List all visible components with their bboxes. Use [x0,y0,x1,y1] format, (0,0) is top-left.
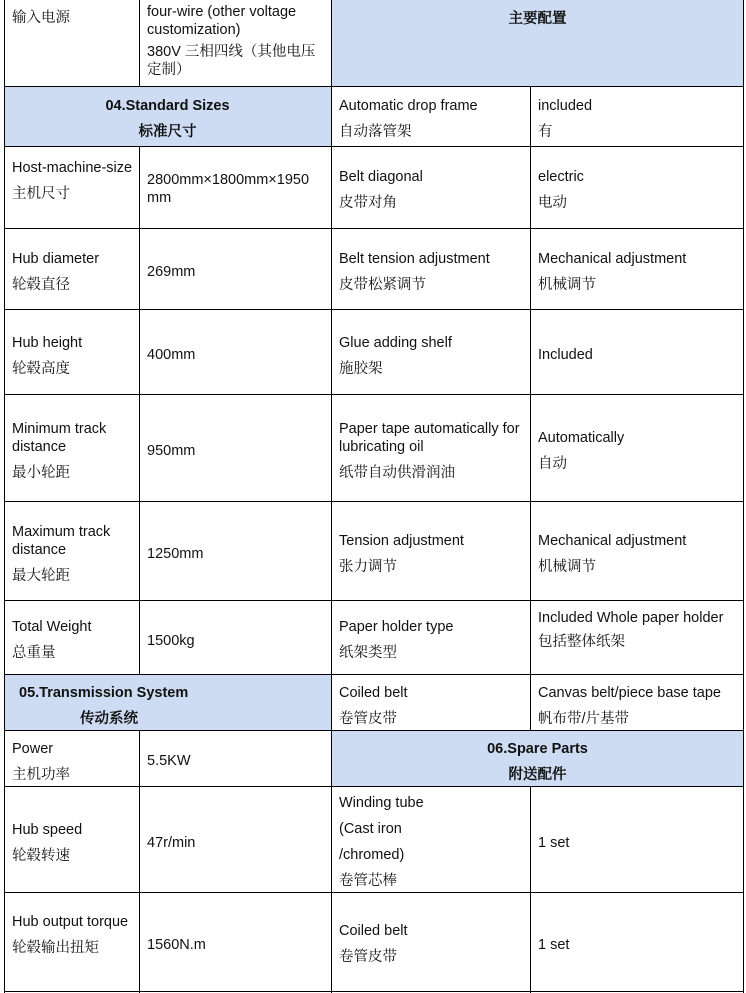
config-value-belt-tension [530,228,744,309]
spec-value: 400mm [147,347,196,363]
spec-label-zh: 主机功率 [12,767,70,783]
spec-value: 1250mm [147,546,204,562]
spec-label-hub-speed [4,786,139,892]
config-label-en: Coiled belt [339,685,408,701]
config-label-drop-frame [331,86,530,146]
spec-value: 47r/min [147,835,196,851]
config-value-en: electric [538,169,584,185]
spec-label-en: Hub height [12,335,83,351]
config-value-paper-holder [530,600,744,674]
spec-label-zh: 轮毂转速 [12,848,70,864]
spec-label-en: Minimum track distance [12,421,107,455]
spare-label-zh: 卷管芯棒 [339,873,397,889]
config-label-glue-shelf [331,309,530,394]
spec-label-en: Hub output torque [12,914,129,930]
config-value-en: Automatically [538,430,625,446]
spec-label-host-size [4,146,139,228]
config-label-paper-holder [331,600,530,674]
config-label-en: Glue adding shelf [339,335,452,351]
spare-value-coiled-belt [530,892,744,991]
config-label-en: Paper holder type [339,619,454,635]
standard-sizes-title-en: 04.Standard Sizes [105,98,230,114]
input-power-value-en: four-wire (other voltage customization) [147,4,297,38]
config-label-belt-diagonal [331,146,530,228]
spec-label-en: Power [12,741,54,757]
spec-label-zh: 轮毂输出扭矩 [12,940,99,956]
spec-label-power [4,730,139,786]
spec-label-en: Host-machine-size [12,160,133,176]
spec-value: 1560N.m [147,937,206,953]
config-label-zh: 皮带对角 [339,195,397,211]
spec-value: 950mm [147,443,196,459]
config-value-tension [530,501,744,600]
config-label-zh: 皮带松紧调节 [339,277,426,293]
transmission-header [4,674,331,730]
config-label-en: Automatic drop frame [339,98,478,114]
config-label-en: Tension adjustment [339,533,464,549]
config-value-coiled-belt [530,674,744,730]
config-label-zh: 自动落管架 [339,124,412,140]
spec-value: 1500kg [147,633,195,649]
standard-sizes-title-zh: 标准尺寸 [138,124,197,140]
spec-label-hub-torque [4,892,139,991]
spec-label-max-track [4,501,139,600]
spare-label-zh: 卷管皮带 [339,949,397,965]
config-label-en: Paper tape automatically for lubricating oil [339,421,520,455]
config-value-belt-diagonal [530,146,744,228]
spare-label-winding-tube [331,786,530,892]
config-label-en: Belt tension adjustment [339,251,490,267]
spec-label-total-weight [4,600,139,674]
config-value-zh: 帆布带/片基带 [538,711,630,727]
spec-label-hub-height [4,309,139,394]
config-value-en: included [538,98,593,114]
spare-parts-header [331,730,744,786]
config-value-en: Mechanical adjustment [538,251,687,267]
spare-parts-title-zh: 附送配件 [508,767,567,783]
input-power-label: 输入电源 [12,10,70,26]
config-label-coiled-belt [331,674,530,730]
main-config-title: 主要配置 [508,11,567,27]
spec-value-hub-diameter [139,228,331,309]
spare-value: 1 set [538,937,570,953]
spare-label-en-2: (Cast iron [339,821,402,837]
config-label-paper-tape [331,394,530,501]
spec-value: 269mm [147,264,196,280]
spec-label-en: Total Weight [12,619,92,635]
spec-label-zh: 最小轮距 [12,465,70,481]
input-power-value-cell [139,0,331,86]
config-label-zh: 张力调节 [339,559,397,575]
spare-label-en-3: /chromed) [339,847,405,863]
spec-label-zh: 轮毂直径 [12,277,70,293]
spec-value: 5.5KW [147,753,191,769]
config-value-en: Included [538,347,593,363]
standard-sizes-header [4,86,331,146]
spare-parts-title-en: 06.Spare Parts [487,741,588,757]
spec-value-min-track [139,394,331,501]
spec-label-zh: 总重量 [12,645,56,661]
config-value-glue-shelf [530,309,744,394]
config-value-zh: 机械调节 [538,277,596,293]
spare-label-coiled-belt [331,892,530,991]
config-label-zh: 纸带自动供滑润油 [339,465,455,481]
config-label-belt-tension [331,228,530,309]
spare-value-winding-tube [530,786,744,892]
config-label-en: Belt diagonal [339,169,423,185]
spare-label-en: Coiled belt [339,923,408,939]
config-value-zh: 有 [538,124,553,140]
config-value-en: Mechanical adjustment [538,533,687,549]
spec-value: 2800mm×1800mm×1950 mm [147,172,310,206]
config-value-paper-tape [530,394,744,501]
spec-label-en: Hub speed [12,822,83,838]
config-value-drop-frame [530,86,744,146]
spec-value-hub-height [139,309,331,394]
spec-value-power [139,730,331,786]
config-label-zh: 纸架类型 [339,645,397,661]
config-label-tension [331,501,530,600]
config-label-zh: 施胶架 [339,361,383,377]
config-value-en: Canvas belt/piece base tape [538,685,721,701]
spec-label-zh: 轮毂高度 [12,361,70,377]
input-power-label-cell [4,0,139,86]
config-value-zh: 机械调节 [538,559,596,575]
spec-label-zh: 主机尺寸 [12,186,70,202]
spec-label-en: Maximum track distance [12,524,111,558]
transmission-title-en: 05.Transmission System [19,685,189,701]
spec-value-hub-speed [139,786,331,892]
spec-label-zh: 最大轮距 [12,568,70,584]
config-value-zh: 电动 [538,195,567,211]
spec-value-host-size [139,146,331,228]
config-value-zh: 自动 [538,456,567,472]
spec-value-total-weight [139,600,331,674]
spec-label-hub-diameter [4,228,139,309]
spare-value: 1 set [538,835,570,851]
config-value-zh: 包括整体纸架 [538,634,625,650]
config-value-en: Included Whole paper holder [538,610,724,626]
spec-label-min-track [4,394,139,501]
spec-label-en: Hub diameter [12,251,100,267]
spec-value-max-track [139,501,331,600]
config-label-zh: 卷管皮带 [339,711,397,727]
input-power-value-zh: 380V 三相四线（其他电压定制） [147,44,316,78]
main-config-header [331,0,744,86]
spare-label-en-1: Winding tube [339,795,424,811]
spec-value-hub-torque [139,892,331,991]
transmission-title-zh: 传动系统 [80,711,138,727]
